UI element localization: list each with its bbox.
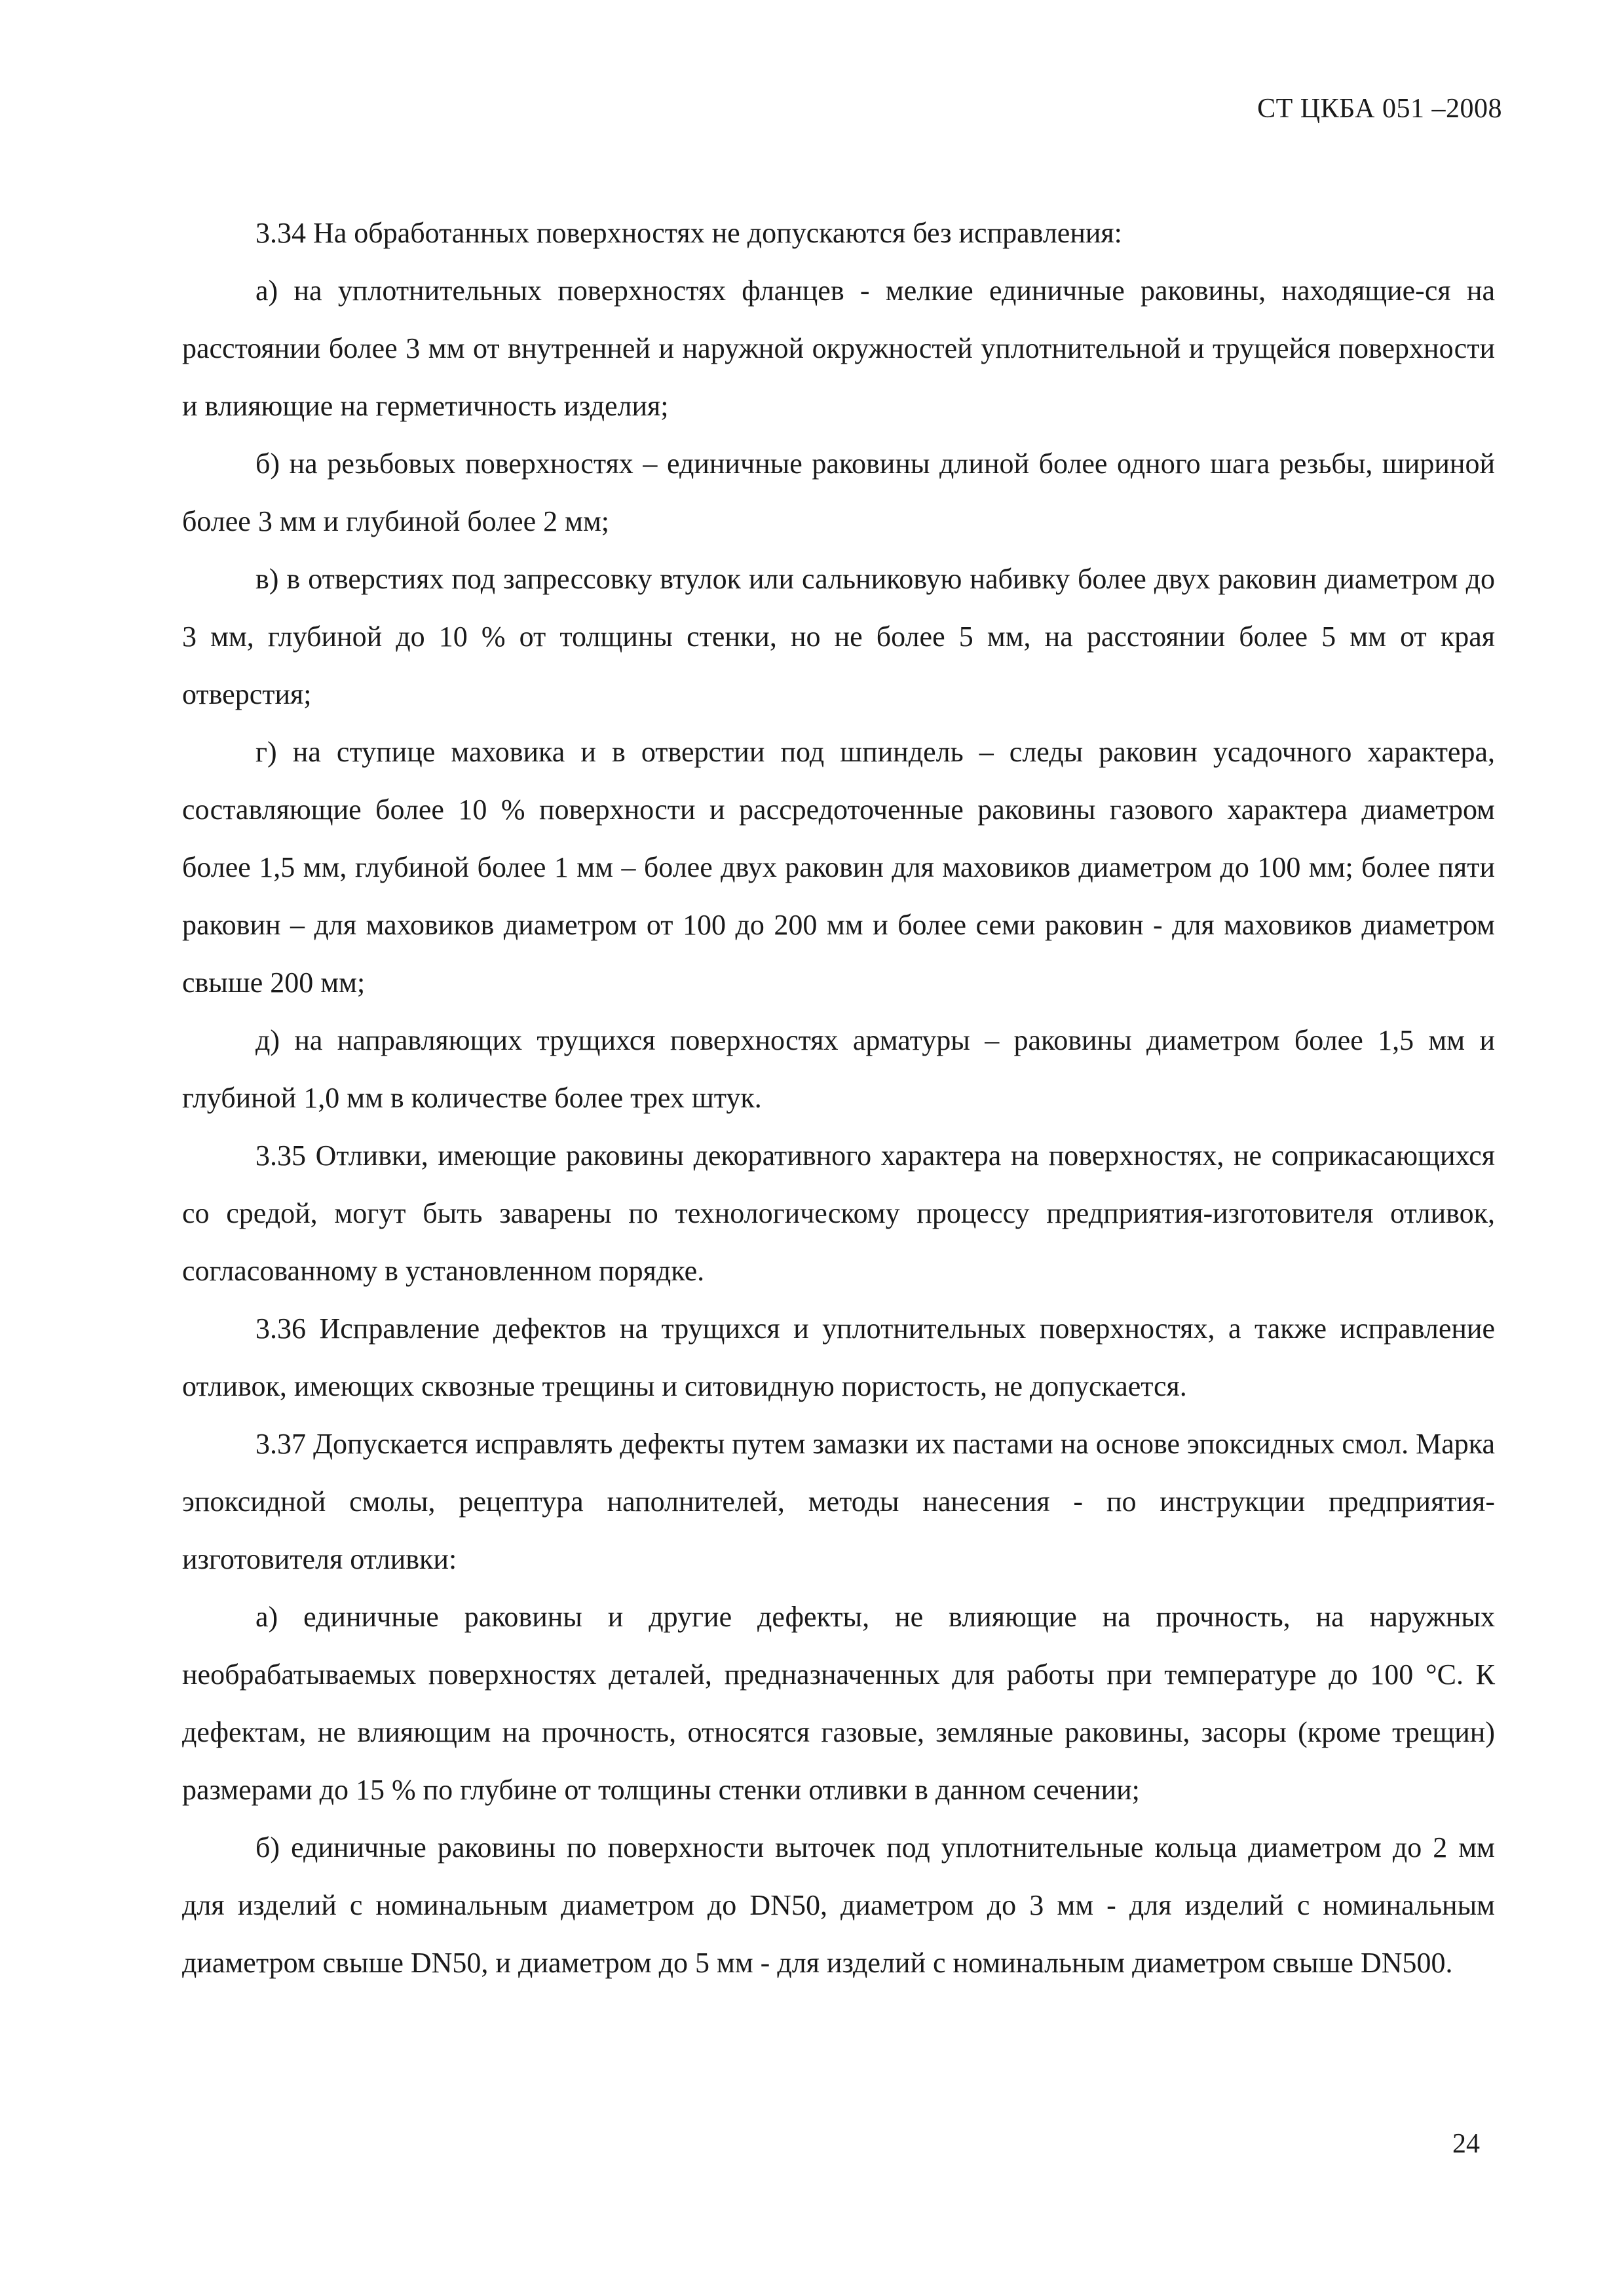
paragraph-3-36: 3.36 Исправление дефектов на трущихся и уплотнительных поверхностях, а также исправление отливок, имеющих сквозные трещины и ситовидную пористость, не допускается.	[182, 1312, 1495, 1402]
paragraph-3-34-v: в) в отверстиях под запрессовку втулок или сальниковую набивку более двух раковин диаметром до 3 мм, глубиной до 10 % от толщины стенки, но не более 5 мм, на расстоянии более 5 мм от края отверстия;	[182, 563, 1495, 710]
paragraph-3-34-d: д) на направляющих трущихся поверхностях арматуры – раковины диаметром более 1,5 мм и глубиной 1,0 мм в количестве более трех штук.	[182, 1024, 1495, 1114]
paragraph-3-37-a: а) единичные раковины и другие дефекты, не влияющие на прочность, на наружных необрабатываемых поверхностях деталей, предназначенных для работы при температуре до 100 °С. К дефектам, не влияющим на прочность, относятся газовые, земляные раковины, засоры (кроме трещин) размерами до 15 % по глубине от толщины стенки отливки в данном сечении;	[182, 1601, 1495, 1806]
paragraph-3-37-b: б) единичные раковины по поверхности выточек под уплотнительные кольца диаметром до 2 мм для изделий с номинальным диаметром до DN50, диаметром до 3 мм - для изделий с номинальным диаметром свыше DN50, и диаметром до 5 мм - для изделий с номинальным диаметром свыше DN500.	[182, 1831, 1495, 1979]
paragraph-3-34-b: б) на резьбовых поверхностях – единичные раковины длиной более одного шага резьбы, шириной более 3 мм и глубиной более 2 мм;	[182, 448, 1495, 537]
paragraph-3-34-g: г) на ступице маховика и в отверстии под шпиндель – следы раковин усадочного характера, составляющие более 10 % поверхности и рассредоточенные раковины газового характера диаметром более 1,5 мм, глубиной более 1 мм – более двух раковин для маховиков диаметром до 100 мм; более пяти раковин – для маховиков диаметром от 100 до 200 мм и более семи раковин - для маховиков диаметром свыше 200 мм;	[182, 736, 1495, 999]
paragraph-3-34-a: а) на уплотнительных поверхностях фланцев - мелкие единичные раковины, находящие-ся на расстоянии более 3 мм от внутренней и наружной окружностей уплотнительной и трущейся поверхности и влияющие на герметичность изделия;	[182, 275, 1495, 422]
paragraph-3-37: 3.37 Допускается исправлять дефекты путем замазки их пастами на основе эпоксидных смол. Марка эпоксидной смолы, рецептура наполнителей, методы нанесения - по инструкции предприятия-изготовителя отливки:	[182, 1428, 1495, 1575]
paragraph-3-34: 3.34 На обработанных поверхностях не допускаются без исправления:	[255, 217, 1122, 249]
paragraph-3-35: 3.35 Отливки, имеющие раковины декоративного характера на поверхностях, не соприкасающихся со средой, могут быть заварены по технологическому процессу предприятия-изготовителя отливок, согласованному в установленном порядке.	[182, 1139, 1495, 1287]
document-body	[182, 204, 1495, 1992]
page-number: 24	[1452, 2129, 1480, 2159]
document-header: СТ ЦКБА 051 –2008	[1257, 94, 1502, 124]
